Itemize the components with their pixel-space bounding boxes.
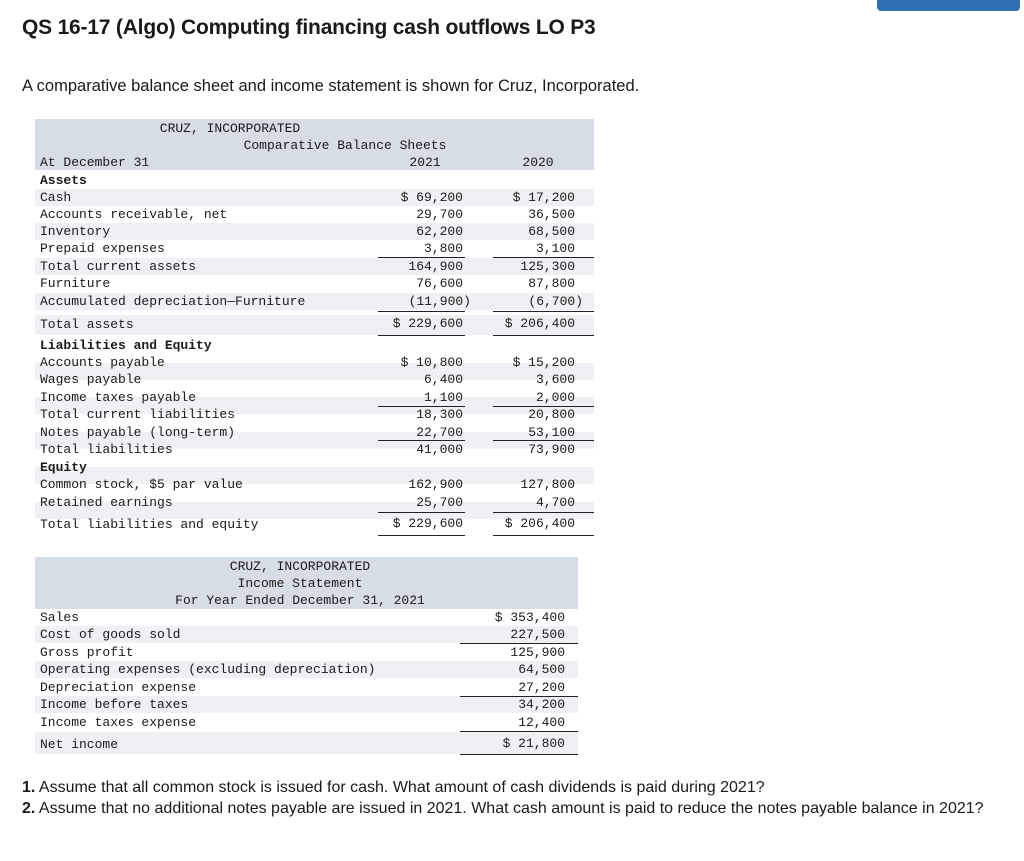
bs-row-label: Common stock, $5 par value xyxy=(40,477,243,492)
balance-sheet-table xyxy=(35,119,594,539)
intro-text: A comparative balance sheet and income statement is shown for Cruz, Incorporated. xyxy=(22,77,640,95)
bs-row-2021: 76,600 xyxy=(416,276,463,291)
bs-row-label: Furniture xyxy=(40,276,111,291)
bs-row-2020: 53,100 xyxy=(528,425,575,440)
bs-row-2021: 25,700 xyxy=(416,495,463,510)
underline xyxy=(493,311,594,312)
is-row-label: Operating expenses (excluding depreciation) xyxy=(40,662,376,677)
bs-company-name: CRUZ, INCORPORATED xyxy=(159,121,301,136)
bs-row-2020: $ 15,200 xyxy=(512,355,575,370)
bs-row-2021: $ 229,600 xyxy=(392,316,463,331)
bs-row-2021: 29,700 xyxy=(416,207,463,222)
is-row-value: $ 353,400 xyxy=(494,610,565,625)
bs-row-2021: $ 10,800 xyxy=(400,355,463,370)
bs-row-label: Wages payable xyxy=(40,372,142,387)
bs-row-2021: 41,000 xyxy=(416,442,463,457)
bs-row-2020: 36,500 xyxy=(528,207,575,222)
bs-liab-heading: Liabilities and Equity xyxy=(40,338,212,353)
question-number: 2. xyxy=(22,799,36,817)
bs-row-2020: $ 17,200 xyxy=(512,190,575,205)
bs-row-2021: 162,900 xyxy=(408,477,463,492)
question-text: Assume that no additional notes payable are issued in 2021. What cash amount is paid to reduce the notes payable balance in 2021? xyxy=(35,799,984,817)
underline xyxy=(460,731,578,732)
is-row-label: Net income xyxy=(40,737,119,752)
bs-row-2021: $ 69,200 xyxy=(400,190,463,205)
is-row-label: Cost of goods sold xyxy=(40,627,181,642)
is-row-label: Gross profit xyxy=(40,645,134,660)
underline xyxy=(378,311,465,312)
bs-row-2020: $ 206,400 xyxy=(504,516,575,531)
is-row-value: 227,500 xyxy=(510,627,565,642)
double-underline xyxy=(493,535,594,536)
question-text: Assume that all common stock is issued for cash. What amount of cash dividends is paid during 2021? xyxy=(35,779,765,796)
bs-col-2021: 2021 xyxy=(409,155,441,170)
double-underline xyxy=(378,335,465,336)
bs-date-label: At December 31 xyxy=(40,155,150,170)
is-row-label: Income before taxes xyxy=(40,697,189,712)
bs-row-label: Accounts payable xyxy=(40,355,165,370)
bs-row-label: Total liabilities and equity xyxy=(40,517,259,532)
bs-row-label: Total liabilities xyxy=(40,442,173,457)
is-row-value: 27,200 xyxy=(518,680,565,695)
question-1 xyxy=(22,778,1002,799)
bs-statement-title: Comparative Balance Sheets xyxy=(243,138,447,153)
double-underline xyxy=(493,335,594,336)
page-title: QS 16-17 (Algo) Computing financing cash outflows LO P3 xyxy=(22,16,596,39)
double-underline xyxy=(378,535,465,536)
double-underline xyxy=(460,754,578,755)
bs-row-label: Total assets xyxy=(40,317,134,332)
is-period: For Year Ended December 31, 2021 xyxy=(175,593,425,608)
is-row-value: 34,200 xyxy=(518,697,565,712)
bs-row-2020: (6,700) xyxy=(528,294,583,309)
top-action-button[interactable] xyxy=(877,0,1020,11)
bs-row-label: Retained earnings xyxy=(40,495,173,510)
bs-row-2020: 68,500 xyxy=(528,224,575,239)
is-row-value: 64,500 xyxy=(518,662,565,677)
bs-row-2021: $ 229,600 xyxy=(392,516,463,531)
bs-row-label: Accounts receivable, net xyxy=(40,207,228,222)
bs-row-2020: $ 206,400 xyxy=(504,316,575,331)
underline xyxy=(378,512,465,513)
bs-row-2020: 20,800 xyxy=(528,407,575,422)
bs-row-2020: 3,600 xyxy=(535,372,575,387)
bs-row-2021: 22,700 xyxy=(416,425,463,440)
bs-row-2020: 73,900 xyxy=(528,442,575,457)
is-row-value: 12,400 xyxy=(518,715,565,730)
bs-row-label: Total current liabilities xyxy=(40,407,236,422)
bs-row-2020: 2,000 xyxy=(535,390,575,405)
is-statement-title: Income Statement xyxy=(237,576,363,591)
bs-assets-heading: Assets xyxy=(40,173,87,188)
bs-equity-heading: Equity xyxy=(40,460,87,475)
bs-row-2020: 127,800 xyxy=(520,477,575,492)
bs-row-2021: 62,200 xyxy=(416,224,463,239)
underline xyxy=(493,512,594,513)
bs-row-label: Cash xyxy=(40,190,72,205)
bs-row-label: Accumulated depreciation—Furniture xyxy=(40,294,306,309)
is-row-label: Sales xyxy=(40,610,80,625)
bs-row-2020: 3,100 xyxy=(535,241,575,256)
bs-row-2020: 87,800 xyxy=(528,276,575,291)
bs-col-2020: 2020 xyxy=(522,155,554,170)
bs-row-label: Notes payable (long-term) xyxy=(40,425,236,440)
income-statement-table xyxy=(35,557,578,757)
is-row-label: Depreciation expense xyxy=(40,680,197,695)
bs-row-label: Prepaid expenses xyxy=(40,241,165,256)
is-row-value: $ 21,800 xyxy=(502,736,565,751)
questions xyxy=(22,778,1002,819)
bs-row-2021: 18,300 xyxy=(416,407,463,422)
is-row-value: 125,900 xyxy=(510,645,565,660)
bs-row-2021: 6,400 xyxy=(423,372,463,387)
bs-row-label: Income taxes payable xyxy=(40,390,197,405)
bs-row-2021: 3,800 xyxy=(423,241,463,256)
bs-row-2021: (11,900) xyxy=(408,294,471,309)
is-company-name: CRUZ, INCORPORATED xyxy=(229,559,371,574)
bs-row-2021: 1,100 xyxy=(423,390,463,405)
bs-row-2021: 164,900 xyxy=(408,259,463,274)
bs-row-label: Inventory xyxy=(40,224,111,239)
is-row-label: Income taxes expense xyxy=(40,715,197,730)
bs-row-2020: 125,300 xyxy=(520,259,575,274)
bs-row-2020: 4,700 xyxy=(535,495,575,510)
question-number: 1. xyxy=(22,779,36,796)
bs-row-label: Total current assets xyxy=(40,259,197,274)
question-2 xyxy=(22,799,1002,820)
